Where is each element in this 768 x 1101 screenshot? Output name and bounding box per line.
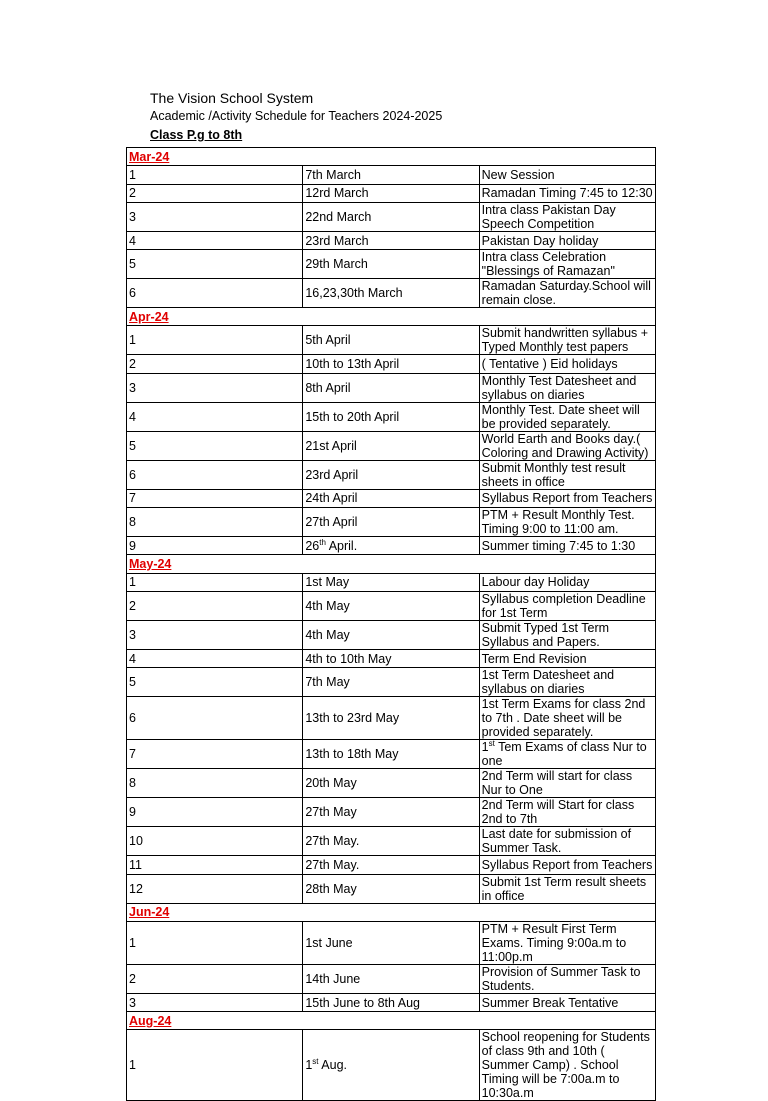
row-date: 24th April [303,489,479,507]
row-date: 29th March [303,250,479,279]
row-event: PTM + Result Monthly Test. Timing 9:00 to 11:00 am. [479,508,655,537]
row-date: 14th June [303,964,479,993]
schedule-row [127,964,656,993]
row-date: 10th to 13th April [303,355,479,373]
row-number: 2 [127,355,303,373]
row-date: 7th March [303,166,479,184]
month-label: Mar-24 [127,148,656,166]
row-date: 15th to 20th April [303,402,479,431]
class-range: Class P.g to 8th [150,128,243,142]
row-date [303,1030,479,1101]
row-date: 13th to 18th May [303,740,479,769]
schedule-row [127,620,656,649]
row-event: Summer timing 7:45 to 1:30 [479,537,655,555]
row-number: 6 [127,460,303,489]
schedule-row [127,668,656,697]
row-date: 16,23,30th March [303,279,479,308]
row-number: 4 [127,402,303,431]
row-event: Submit handwritten syllabus + Typed Monthly test papers [479,326,655,355]
row-date: 7th May [303,668,479,697]
row-number: 8 [127,769,303,798]
row-number: 1 [127,921,303,964]
row-date: 1st June [303,921,479,964]
schedule-row [127,573,656,591]
schedule-row [127,279,656,308]
schedule-row [127,697,656,740]
row-event: Term End Revision [479,649,655,667]
schedule-row [127,184,656,202]
document-subtitle: Academic /Activity Schedule for Teachers 2024-2025 [150,109,443,123]
row-event: 1st Term Exams for class 2nd to 7th . Date sheet will be provided separately. [479,697,655,740]
schedule-row [127,827,656,856]
month-label: Aug-24 [127,1012,656,1030]
schedule-row [127,591,656,620]
row-number: 1 [127,573,303,591]
schedule-row [127,431,656,460]
row-event: Syllabus completion Deadline for 1st Term [479,591,655,620]
row-date: 21st April [303,431,479,460]
row-number: 5 [127,250,303,279]
schedule-row [127,874,656,903]
row-event: 2nd Term will start for class Nur to One [479,769,655,798]
event-text-after: Tem Exams of class Nur to one [481,740,647,769]
row-number: 2 [127,184,303,202]
row-date: 12rd March [303,184,479,202]
month-label: May-24 [127,555,656,573]
schedule-row [127,355,656,373]
row-event: Submit 1st Term result sheets in office [479,874,655,903]
row-number: 12 [127,874,303,903]
row-date: 13th to 23rd May [303,697,479,740]
row-number: 3 [127,202,303,231]
row-date: 1st May [303,573,479,591]
row-date: 23rd March [303,231,479,249]
schedule-row [127,326,656,355]
row-number: 10 [127,827,303,856]
row-date: 4th May [303,620,479,649]
schedule-row [127,508,656,537]
row-number: 1 [127,1030,303,1101]
row-number: 6 [127,279,303,308]
schedule-row [127,856,656,874]
date-text-after: Aug. [318,1058,348,1073]
row-number: 3 [127,620,303,649]
schedule-row [127,166,656,184]
month-label: Jun-24 [127,903,656,921]
school-name: The Vision School System [150,90,314,106]
event-text: 1 [481,740,489,755]
schedule-row [127,993,656,1011]
row-event: Ramadan Timing 7:45 to 12:30 [479,184,655,202]
schedule-row [127,202,656,231]
row-event: Submit Typed 1st Term Syllabus and Papers. [479,620,655,649]
row-event: Monthly Test. Date sheet will be provided separately. [479,402,655,431]
schedule-row [127,373,656,402]
date-superscript: th [319,537,326,547]
row-number: 8 [127,508,303,537]
row-date: 27th May. [303,827,479,856]
row-event: Syllabus Report from Teachers [479,489,655,507]
schedule-row [127,489,656,507]
schedule-row [127,798,656,827]
row-number: 2 [127,964,303,993]
row-event: School reopening for Students of class 9th and 10th ( Summer Camp) . School Timing will be 7:00a.m to 10:30a.m [479,1030,655,1101]
row-event: Summer Break Tentative [479,993,655,1011]
month-header-row [127,903,656,921]
row-event: Submit Monthly test result sheets in office [479,460,655,489]
row-event: Provision of Summer Task to Students. [479,964,655,993]
row-date: 15th June to 8th Aug [303,993,479,1011]
row-number: 6 [127,697,303,740]
row-event: New Session [479,166,655,184]
row-date: 4th to 10th May [303,649,479,667]
month-header-row [127,1012,656,1030]
row-date: 22nd March [303,202,479,231]
schedule-row [127,921,656,964]
schedule-row [127,402,656,431]
schedule-row [127,769,656,798]
date-text: 26 [305,538,320,553]
row-event: Labour day Holiday [479,573,655,591]
row-number: 9 [127,798,303,827]
row-number: 4 [127,649,303,667]
row-number: 1 [127,326,303,355]
schedule-row [127,231,656,249]
row-date: 4th May [303,591,479,620]
row-date: 20th May [303,769,479,798]
schedule-row [127,537,656,555]
row-date: 28th May [303,874,479,903]
schedule-row [127,460,656,489]
row-event: Ramadan Saturday.School will remain close. [479,279,655,308]
row-date: 23rd April [303,460,479,489]
schedule-row [127,740,656,769]
row-date: 27th April [303,508,479,537]
schedule-row [127,649,656,667]
row-number: 2 [127,591,303,620]
month-header-row [127,308,656,326]
row-number: 5 [127,668,303,697]
row-event: Intra class Celebration "Blessings of Ramazan" [479,250,655,279]
row-event: 1st Term Datesheet and syllabus on diaries [479,668,655,697]
schedule-row [127,1030,656,1101]
row-date: 27th May. [303,856,479,874]
row-number: 1 [127,166,303,184]
month-label: Apr-24 [127,308,656,326]
row-number: 7 [127,489,303,507]
row-event: ( Tentative ) Eid holidays [479,355,655,373]
row-number: 5 [127,431,303,460]
row-event: Pakistan Day holiday [479,231,655,249]
schedule-table [126,147,656,1101]
row-event: World Earth and Books day.( Coloring and Drawing Activity) [479,431,655,460]
row-event: Last date for submission of Summer Task. [479,827,655,856]
date-text-after: April. [325,538,358,553]
row-event: Monthly Test Datesheet and syllabus on diaries [479,373,655,402]
event-superscript: st [488,739,495,749]
month-header-row [127,148,656,166]
row-event: PTM + Result First Term Exams. Timing 9:00a.m to 11:00p.m [479,921,655,964]
row-number: 3 [127,373,303,402]
row-date [303,537,479,555]
row-number: 9 [127,537,303,555]
row-date: 8th April [303,373,479,402]
row-number: 11 [127,856,303,874]
row-number: 4 [127,231,303,249]
row-date: 5th April [303,326,479,355]
row-event: Intra class Pakistan Day Speech Competition [479,202,655,231]
row-number: 7 [127,740,303,769]
month-header-row [127,555,656,573]
row-number: 3 [127,993,303,1011]
row-event [479,740,655,769]
row-event: Syllabus Report from Teachers [479,856,655,874]
row-date: 27th May [303,798,479,827]
row-event: 2nd Term will Start for class 2nd to 7th [479,798,655,827]
date-superscript: st [312,1057,319,1067]
schedule-row [127,250,656,279]
date-text: 1 [305,1058,313,1073]
